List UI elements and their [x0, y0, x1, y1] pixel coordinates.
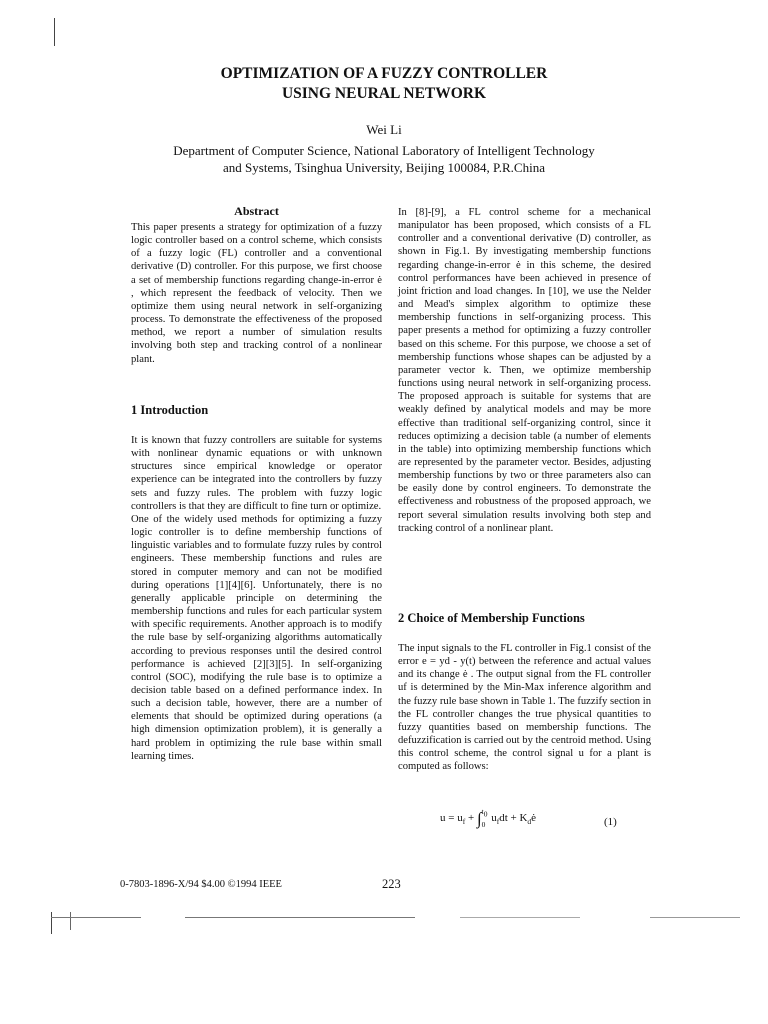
intro-paragraph-2: One of the widely used methods for optimizing a fuzzy logic controller is to define membership functions of linguistic variables and to formulate fuzzy rules by control engineers. These membership functions and rules are stored in computer memory and can not be modified during operations [1][4][6]. Unfortunately, there is no generally applicable principle on determining the membership functions and rules for each particular system with specific requirements. Another approach is to modify the rule base by self-organizing algorithms automatically according to previous responses until the desired control performance is achieved [2][3][5]. In self-organizing control (SOC), modifying the rule base is to optimize a decision table based on a defined performance index. In such a decision table, however, there are a number of elements that should be optimized during operations (a high dimension optimization problem), it is generally a hard problem in optimizing the rule base within small learning times.	[131, 513, 382, 762]
section-1-heading: 1 Introduction	[131, 403, 209, 417]
page-number: 223	[382, 877, 401, 891]
integral-sign: ∫	[476, 808, 482, 828]
scan-mark-bottom-left	[51, 912, 52, 934]
author-affiliation	[0, 142, 768, 176]
scan-rule-2	[185, 917, 415, 918]
paper-title	[0, 64, 768, 104]
abstract-paragraph: This paper presents a strategy for optimization of a fuzzy logic controller based on a control scheme, which consists of a fuzzy logic (FL) controller and a conventional derivative (D) controller. For this purpose, we first choose a set of membership functions regarding change-in-error ė , which represent the feedback of velocity. Then we optimize them using neural network in self-organizing process. To demonstrate the effectiveness of the proposed method, we report a number of simulation results involving both step and tracking control of a nonlinear plant.	[131, 222, 382, 365]
introduction-text	[131, 434, 382, 763]
section-2-text	[398, 642, 651, 774]
intro-paragraph-1: It is known that fuzzy controllers are suitable for systems with nonlinear dynamic equations or with unknown structures since empirical knowledge or operator experience can be integrated into the controllers by fuzzy sets and fuzzy rules. The problem with fuzzy logic controllers is that they are difficult to fine turn or optimize.	[131, 435, 382, 512]
scan-rule-1	[51, 917, 141, 918]
scan-rule-4	[650, 917, 740, 918]
scan-rule-3	[460, 917, 580, 918]
abstract-text	[131, 221, 382, 366]
affiliation-line-2: and Systems, Tsinghua University, Beijing 100084, P.R.China	[223, 160, 545, 175]
equation-1: $u = u_f$ + ∫ $t_0$ 0 $u_fdt$ + $K_dė$	[440, 807, 537, 829]
copyright-footer: 0-7803-1896-X/94 $4.00 ©1994 IEEE	[120, 879, 282, 890]
author-name: Wei Li	[366, 122, 402, 137]
section-2-heading: 2 Choice of Membership Functions	[398, 611, 585, 625]
right-paragraph-1: In [8]-[9], a FL control scheme for a mechanical manipulator has been proposed, which consists of a FL controller and a conventional derivative (D) controller, as shown in Fig.1. By investigating membership functions regarding change-in-error ė in this scheme, the desired control performances have been achieved in presence of joint friction and load changes. In [10], we use the Nelder and Mead's simplex algorithm to optimize these membership functions in self-organizing process. This paper presents a method for optimizing a fuzzy controller based on this scheme. For this purpose, we choose a set of membership functions whose shapes can be adjusted by a parameter vector k. Then, we optimize membership functions using neural network in self-organizing process. The proposed approach is suitable for systems that are weakly defined by analytical models and may be more effective than traditional self-organizing control, since it reduces optimizing a decision table (a number of elements in the table) into optimizing membership functions which are represented by the parameter vector. Besides, adjusting membership functions by two or three parameters also can be easily done by control engineers. To demonstrate the effectiveness and robustness of the proposed approach, we report several simulation results involving both step and tracking control of a nonlinear plant.	[398, 207, 651, 534]
equation-number: (1)	[604, 816, 617, 828]
abstract-heading: Abstract	[234, 204, 279, 218]
section-2-paragraph-1: The input signals to the FL controller in Fig.1 consist of the error e = yd - y(t) between the reference and actual values and its change ė . The output signal from the FL controller uf is determined by the Min-Max inference algorithm and the fuzzy rule base shown in Table 1. The fuzzify section in the FL controller changes the true physical quantities to fuzzy quantities based on membership functions. The defuzzification is carried out by the centroid method. Using this control scheme, the control signal u for a plant is computed as follows:	[398, 643, 651, 773]
scan-mark-top	[54, 18, 55, 46]
affiliation-line-1: Department of Computer Science, National Laboratory of Intelligent Technology	[173, 143, 595, 158]
title-line-2: USING NEURAL NETWORK	[281, 85, 487, 102]
scan-mark-bottom-left-2	[70, 912, 71, 930]
right-column-text	[398, 206, 651, 535]
title-line-1: OPTIMIZATION OF A FUZZY CONTROLLER	[220, 65, 548, 82]
